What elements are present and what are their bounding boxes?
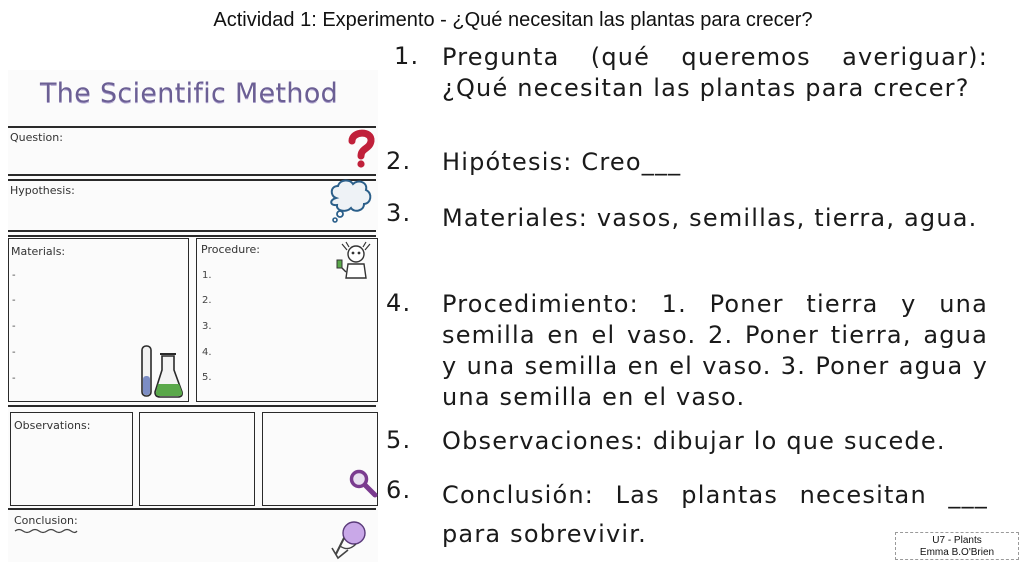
worksheet-heading: The Scientific Method (40, 78, 339, 109)
step-text: Conclusión: Las plantas necesitan ___ para sobrevivir. (442, 481, 988, 548)
materials-top-rule (8, 235, 376, 237)
observations-label: Observations: (14, 419, 91, 432)
step-number: 4. (386, 289, 412, 317)
question-bottom-rule (8, 174, 376, 176)
procedure-number: 3. (202, 321, 212, 332)
magnifying-glass-icon (348, 468, 378, 498)
observations-top-rule (8, 405, 376, 407)
thought-bubble-icon (324, 176, 374, 226)
step-number: 2. (386, 147, 412, 175)
flasks-icon (136, 342, 186, 400)
hypothesis-top-rule (8, 179, 376, 181)
materials-dash: - (12, 373, 16, 384)
scientific-method-worksheet (8, 70, 378, 562)
question-top-rule (8, 126, 376, 128)
materials-label: Materials: (11, 245, 66, 258)
step-number: 5. (386, 426, 412, 454)
step-text: Observaciones: dibujar lo que sucede. (442, 427, 946, 455)
observation-box (139, 412, 255, 506)
step-number: 1. (394, 42, 420, 70)
scientist-icon (336, 240, 376, 280)
step-text: Pregunta (qué queremos averiguar): ¿Qué necesitan las plantas para crecer? (442, 43, 988, 102)
credit-line-2: Emma B.O'Brien (919, 547, 995, 558)
materials-dash: - (12, 295, 16, 306)
credit-box (895, 532, 1019, 560)
conclusion-top-rule (8, 508, 376, 510)
procedure-number: 1. (202, 270, 212, 281)
pencil-scientist-icon (326, 518, 372, 560)
step-text: Procedimiento: 1. Poner tierra y una semilla en el vaso. 2. Poner tierra, agua y una semilla en el vaso. 3. Poner agua y una semilla en el vaso. (442, 290, 988, 411)
procedure-number: 4. (202, 347, 212, 358)
step-text: Hipótesis: Creo___ (442, 148, 682, 176)
hypothesis-bottom-rule (8, 230, 376, 232)
procedure-number: 5. (202, 372, 212, 383)
step-number: 6. (386, 476, 412, 504)
question-label: Question: (10, 131, 63, 144)
materials-dash: - (12, 270, 16, 281)
step-text: Materiales: vasos, semillas, tierra, agua. (442, 204, 978, 232)
materials-dash: - (12, 347, 16, 358)
step-number: 3. (386, 199, 412, 227)
conclusion-label: Conclusion: (14, 514, 78, 527)
conclusion-underline (14, 528, 78, 534)
materials-dash: - (12, 321, 16, 332)
hypothesis-label: Hypothesis: (10, 184, 75, 197)
question-mark-icon (344, 128, 378, 168)
page-title: Actividad 1: Experimento - ¿Qué necesitan las plantas para crecer? (213, 9, 813, 31)
procedure-label: Procedure: (201, 243, 260, 256)
procedure-number: 2. (202, 295, 212, 306)
credit-line-1: U7 - Plants (932, 535, 982, 546)
